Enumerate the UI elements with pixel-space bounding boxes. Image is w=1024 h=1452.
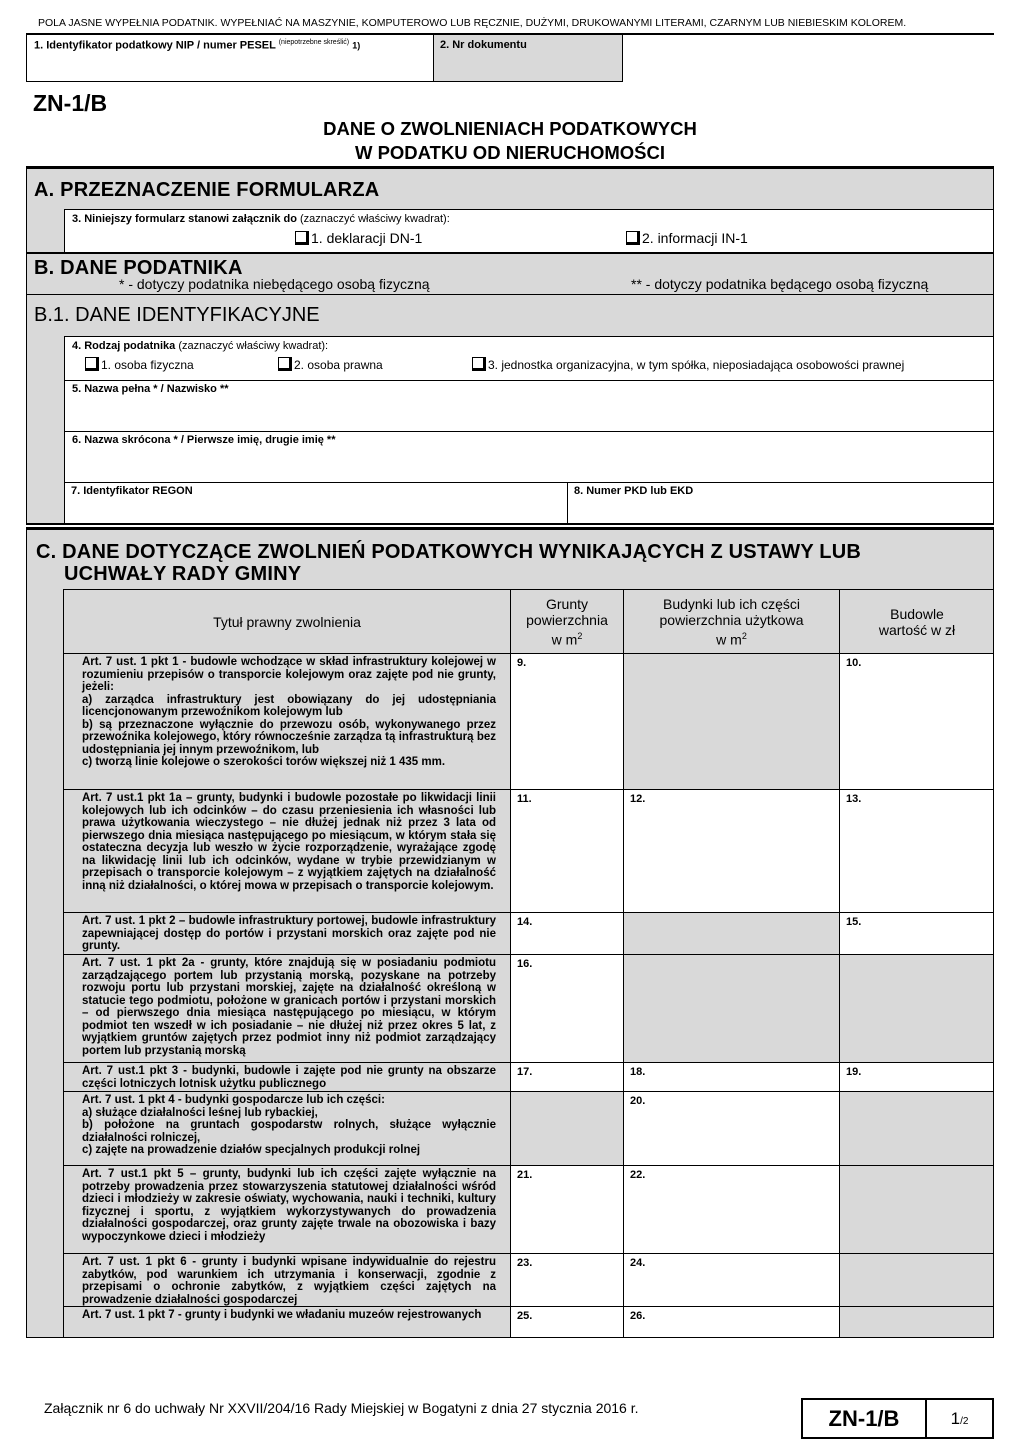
full-name-field[interactable] <box>64 380 993 431</box>
col-budynki-line2: powierzchnia użytkowa <box>659 611 804 628</box>
row-text-line: a) służące działalności leśnej lub rybackiej, <box>82 1106 318 1119</box>
field-number: 15. <box>846 916 862 928</box>
field3-box <box>64 209 993 252</box>
field-number: 25. <box>517 1310 533 1322</box>
table-row-title <box>63 1307 510 1338</box>
grunty-cell[interactable] <box>510 955 623 1063</box>
budynki-cell[interactable] <box>623 1063 839 1092</box>
budynki-cell <box>623 955 839 1063</box>
row-text-line: Art. 7 ust. 1 pkt 4 - budynki gospodarcze lub ich części: <box>82 1094 385 1106</box>
nip-pesel-ref: 1) <box>352 40 361 51</box>
table-row-title <box>63 913 510 955</box>
section-c-title-line1: C. DANE DOTYCZĄCE ZWOLNIEŃ PODATKOWYCH WYNIKAJĄCYCH Z USTAWY LUB <box>36 541 862 563</box>
field-number: 21. <box>517 1169 533 1181</box>
row-text <box>64 1307 510 1322</box>
row-text <box>64 1092 510 1157</box>
col-budynki-line3: w m <box>716 631 742 648</box>
field4-label: 4. Rodzaj podatnika <box>72 340 176 352</box>
option-dn1[interactable] <box>295 230 422 246</box>
row-text <box>64 955 510 1057</box>
grunty-cell[interactable] <box>510 1254 623 1307</box>
section-b-note2: ** - dotyczy podatnika będącego osobą fizyczną <box>631 276 929 292</box>
row-text <box>64 1166 510 1243</box>
field-number: 10. <box>846 657 862 669</box>
row-text <box>64 913 510 953</box>
pkd-field[interactable] <box>568 482 993 523</box>
row-text-line: c) tworzą linie kolejowe o szerokości torów większej niż 1 435 mm. <box>82 756 446 768</box>
field-number: 12. <box>630 793 646 805</box>
short-name-field[interactable] <box>64 431 993 482</box>
field5-label: 5. Nazwa pełna * / Nazwisko ** <box>72 383 229 395</box>
row-text-line: Art. 7 ust.1 pkt 3 - budynki, budowle i zajęte pod nie grunty na obszarze części lotniczych lotnisk użytku publicznego <box>82 1065 496 1090</box>
col-budynki-sup: 2 <box>741 630 747 641</box>
col-header-grunty <box>510 589 623 654</box>
field-number: 9. <box>517 657 527 669</box>
table-row-title <box>63 654 510 790</box>
form-title-line2: W PODATKU OD NIERUCHOMOŚCI <box>354 142 666 163</box>
col-grunty-sup: 2 <box>577 630 583 641</box>
grunty-cell <box>510 1092 623 1166</box>
field-number: 18. <box>630 1066 646 1078</box>
budowle-cell <box>839 1166 994 1254</box>
b-divider <box>27 294 993 295</box>
field7-label: 7. Identyfikator REGON <box>71 485 193 497</box>
nip-pesel-hint: (niepotrzebne skreślić) <box>278 39 350 46</box>
row-text-line: a) zarządca infrastruktury jest obowiązany do jej udostępniania licencjonowanym przewoźnikom kolejowym lub <box>82 693 496 718</box>
field3-hint: (zaznaczyć właściwy kwadrat): <box>300 213 450 225</box>
field8-label: 8. Numer PKD lub EKD <box>574 485 694 497</box>
grunty-cell[interactable] <box>510 1063 623 1092</box>
budowle-cell <box>839 1307 994 1338</box>
budynki-cell[interactable] <box>623 790 839 913</box>
row-text-line: Art. 7 ust. 1 pkt 6 - grunty i budynki wpisane indywidualnie do rejestru zabytków, pod warunkiem ich utrzymania i konserwacji, zgodnie z przepisami o ochronie zabytków, z wyjątkiem części zajętych na prowadzenie działalności gospodarczej <box>82 1256 496 1306</box>
exemptions-table <box>63 589 994 1338</box>
nip-pesel-field[interactable] <box>26 35 433 82</box>
field-number: 19. <box>846 1066 862 1078</box>
budowle-cell <box>839 955 994 1063</box>
field3-label: 3. Niniejszy formularz stanowi załącznik do <box>72 213 297 225</box>
field-number: 13. <box>846 793 862 805</box>
table-row-title <box>63 1254 510 1307</box>
option-in1[interactable] <box>626 230 748 246</box>
document-number-label: 2. Nr dokumentu <box>440 39 527 51</box>
row-text-line: Art. 7 ust. 1 pkt 2 – budowle infrastruktury portowej, budowle infrastruktury zapewniającej dostęp do portów i przystani morskich oraz zajęte pod nie grunty. <box>82 915 496 952</box>
form-code: ZN-1/B <box>33 90 108 116</box>
option-dn1-label: 1. deklaracji DN-1 <box>311 230 423 246</box>
regon-field[interactable] <box>64 482 568 523</box>
table-row-title <box>63 1166 510 1254</box>
form-title <box>0 118 1024 164</box>
footer-page-number: 1 <box>950 1409 961 1428</box>
field-number: 17. <box>517 1066 533 1078</box>
budowle-cell[interactable] <box>839 654 994 790</box>
grunty-cell[interactable] <box>510 913 623 955</box>
option-organization-label: 3. jednostka organizacyjna, w tym spółka, nieposiadająca osobowości prawnej <box>488 358 905 372</box>
col-header-budynki <box>623 589 839 654</box>
grunty-cell[interactable] <box>510 1307 623 1338</box>
option-in1-label: 2. informacji IN-1 <box>642 230 748 246</box>
row-text-line: b) są przeznaczone wyłącznie do przewozu osób, wykonywanego przez przewoźnika kolejowego, który równocześnie zarządza tą infrastrukturą bez udostępniania jej innym przewoźnikom, lub <box>82 718 496 756</box>
document-number-field <box>433 35 623 82</box>
budowle-cell <box>839 1254 994 1307</box>
section-b-title: B. DANE PODATNIKA <box>34 257 243 279</box>
col-header-title-text: Tytuł prawny zwolnienia <box>213 613 361 630</box>
col-budowle-line1: Budowle <box>890 605 944 622</box>
section-b1-title: B.1. DANE IDENTYFIKACYJNE <box>34 304 320 326</box>
budynki-cell <box>623 654 839 790</box>
footer-box <box>801 1398 994 1439</box>
field-number: 11. <box>517 793 532 805</box>
budowle-cell <box>839 1092 994 1166</box>
grunty-cell[interactable] <box>510 654 623 790</box>
budynki-cell[interactable] <box>623 1307 839 1338</box>
section-b-note1: * - dotyczy podatnika niebędącego osobą fizyczną <box>119 276 430 292</box>
checkbox-icon[interactable] <box>85 357 99 371</box>
field-number: 23. <box>517 1257 533 1269</box>
footer-page-total: /2 <box>960 1416 969 1427</box>
field-number: 14. <box>517 916 533 928</box>
row-text-line: Art. 7 ust. 1 pkt 7 - grunty i budynki we władaniu muzeów rejestrowanych <box>82 1309 482 1321</box>
budynki-cell[interactable] <box>623 1166 839 1254</box>
top-instruction-note: POLA JASNE WYPEŁNIA PODATNIK. WYPEŁNIAĆ NA MASZYNIE, KOMPUTEROWO LUB RĘCZNIE, DUŻYMI, DRUKOWANYMI LITERAMI, CZARNYM LUB NIEBIESKIM KOLOREM. <box>38 17 907 29</box>
checkbox-icon[interactable] <box>278 357 292 371</box>
row-text-line: Art. 7 ust.1 pkt 5 – grunty, budynki lub ich części zajęte wyłącznie na potrzeby prowadzenia przez stowarzyszenia statutowej działalności wśród dzieci i młodzieży w zakresie oświaty, wychowania, nauki i techniki, kultury fizycznej i sportu, z wyjątkiem wykorzystywanych do prowadzenia działalności gospodarczej, oraz grunty zajęte trwale na obozowiska i bazy wypoczynkowe dzieci i młodzieży <box>82 1168 496 1243</box>
field4-hint: (zaznaczyć właściwy kwadrat): <box>178 340 329 352</box>
table-row-title <box>63 790 510 913</box>
table-row-title <box>63 955 510 1063</box>
row-text <box>64 1254 510 1306</box>
budynki-cell[interactable] <box>623 1254 839 1307</box>
col-budynki-line1: Budynki lub ich części <box>663 595 800 612</box>
col-header-title <box>63 589 510 654</box>
row-text-line: Art. 7 ust.1 pkt 1a – grunty, budynki i budowle pozostałe po likwidacji linii kolejowych lub ich odcinków – do czasu przeniesienia ich własności lub prawa użytkowania wieczystego – nie dłużej jednak niż przez 3 lata od pierwszego dnia miesiąca następującego po miesiącum, w którym stała się ostateczna decyzja lub weszło w życie rozporządzenie, wyrażające zgodę na likwidację linii lub ich odcinków, wydane w trybie przewidzianym w przepisach o transporcie kolejowym – z wyjątkiem zajętych na działalność inną niż działalności, o której mowa w przepisach o transporcie kolejowym. <box>82 792 496 892</box>
section-c-title-line2: UCHWAŁY RADY GMINY <box>64 563 302 585</box>
footer-form-code: ZN-1/B <box>803 1400 927 1437</box>
col-grunty-line3: w m <box>551 631 578 648</box>
table-row-title <box>63 1063 510 1092</box>
field-number: 26. <box>630 1310 646 1322</box>
row-text-line: b) położone na gruntach gospodarstw rolnych, służące wyłącznie działalności rolniczej, <box>82 1119 496 1144</box>
budowle-cell[interactable] <box>839 790 994 913</box>
field-number: 16. <box>517 958 533 970</box>
col-header-budowle <box>839 589 994 654</box>
row-text-line: c) zajęte na prowadzenie działów specjalnych produkcji rolnej <box>82 1144 421 1156</box>
option-organization[interactable] <box>472 357 904 372</box>
option-person-label: 1. osoba fizyczna <box>101 358 194 372</box>
checkbox-icon[interactable] <box>472 357 486 371</box>
row-text <box>64 1063 510 1090</box>
checkbox-icon[interactable] <box>295 231 309 245</box>
form-title-line1: DANE O ZWOLNIENIACH PODATKOWYCH <box>323 118 697 139</box>
row-text <box>64 654 510 769</box>
table-row-title <box>63 1092 510 1166</box>
field-number: 22. <box>630 1169 646 1181</box>
row-text-line: Art. 7 ust. 1 pkt 1 - budowle wchodzące w skład infrastruktury kolejowej w rozumieniu przepisów o transporcie kolejowym oraz zajęte pod nie grunty, jeżeli: <box>82 656 496 693</box>
budynki-cell[interactable] <box>623 1092 839 1166</box>
row-text-line: Art. 7 ust. 1 pkt 2a - grunty, które znajdują się w posiadaniu podmiotu zarządzającego portem lub przystanią morską, pozyskane na potrzeby rozwoju portu lub przystani morskiej, zajęte na działalność określoną w statucie tego podmiotu, położone w granicach portów i przystani morskich – od pierwszego dnia miesiąca następującego po miesiącu, w którym podmiot ten wszedł w ich posiadanie – nie dłużej niż przez okres 5 lat, z wyjątkiem gruntów zajętych przez podmiot inny niż podmiot zarządzający portem lub przystanią morską <box>82 957 496 1057</box>
field6-label: 6. Nazwa skrócona * / Pierwsze imię, drugie imię ** <box>72 434 336 446</box>
option-person[interactable] <box>85 357 194 372</box>
field-number: 20. <box>630 1095 646 1107</box>
section-a-title: A. PRZEZNACZENIE FORMULARZA <box>34 179 380 201</box>
grunty-cell[interactable] <box>510 1166 623 1254</box>
nip-pesel-label: 1. Identyfikator podatkowy NIP / numer PESEL <box>34 39 276 52</box>
field4-box <box>64 336 993 380</box>
col-budowle-line2: wartość w zł <box>878 621 956 638</box>
option-legal-person[interactable] <box>278 357 383 372</box>
budynki-cell <box>623 913 839 955</box>
budowle-cell[interactable] <box>839 1063 994 1092</box>
field-number: 24. <box>630 1257 646 1269</box>
option-legal-person-label: 2. osoba prawna <box>294 358 383 372</box>
col-grunty-line1: Grunty <box>545 595 588 612</box>
col-grunty-line2: powierzchnia <box>526 611 608 628</box>
row-text <box>64 790 510 892</box>
grunty-cell[interactable] <box>510 790 623 913</box>
checkbox-icon[interactable] <box>626 231 640 245</box>
budowle-cell[interactable] <box>839 913 994 955</box>
footer-note: Załącznik nr 6 do uchwały Nr XXVII/204/16 Rady Miejskiej w Bogatyni z dnia 27 stycznia 2016 r. <box>44 1400 639 1416</box>
